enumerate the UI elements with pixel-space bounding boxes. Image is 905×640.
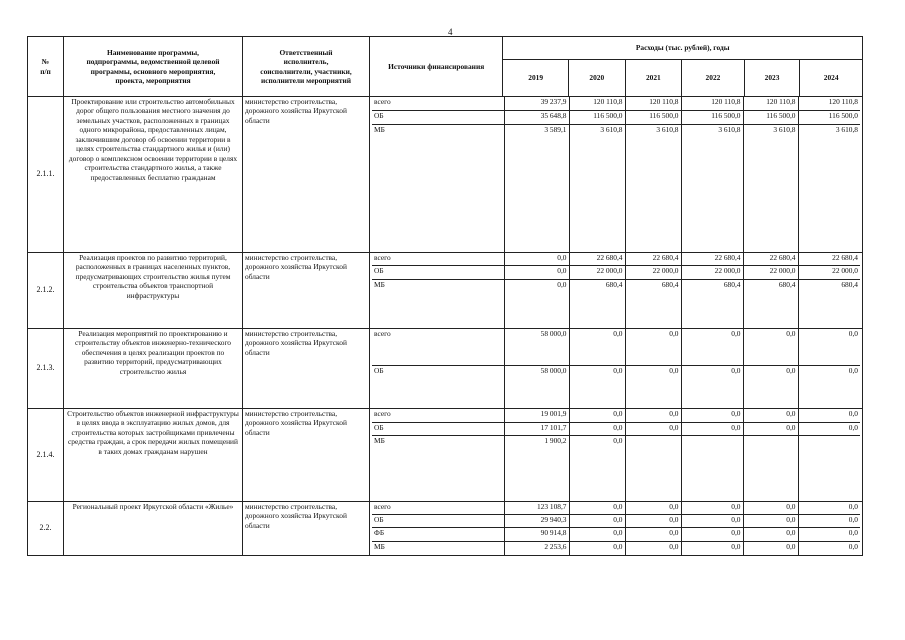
funding-row (372, 366, 860, 409)
item-responsible: министерство строительства, дорожного хозяйства Иркутской области (243, 502, 370, 556)
expense-value (743, 436, 798, 502)
funding-block (370, 253, 863, 329)
item-name: Проектирование или строительство автомобильных дорог общего пользования местного значения до земельных участков, расположенных в границах одного микрорайона, предоставленных лицам, заключившим договор об освоении территории в целях строительства стандартного жилья и (или) договор о комплексном освоении территории в целях строительства стандартного жилья, а также предоставленных бесплатно гражданам (64, 97, 243, 253)
table-row (28, 97, 863, 253)
expense-value: 3 589,1 (504, 125, 569, 253)
item-name: Реализация мероприятий по проектированию и строительству объектов инженерно-технического обеспечения в целях реализации проектов по развитию территорий, предусматривающих строительство жилья (64, 329, 243, 409)
expense-value: 22 680,4 (625, 253, 681, 266)
table-row (28, 253, 863, 329)
item-responsible: министерство строительства, дорожного хозяйства Иркутской области (243, 97, 370, 253)
funding-source: ОБ (372, 111, 504, 125)
item-number: 2.1.4. (28, 409, 64, 502)
expense-value: 58 000,0 (504, 329, 569, 366)
expense-value: 0,0 (569, 542, 625, 556)
header-year: 2020 (569, 60, 626, 97)
funding-row (372, 97, 860, 111)
expense-value: 120 110,8 (798, 97, 860, 111)
expense-value: 0,0 (569, 528, 625, 542)
header-name: Наименование программы, подпрограммы, ведомственной целевой программы, основного мероприятия, проекта, мероприятия (64, 37, 243, 97)
funding-source: всего (372, 97, 504, 111)
expense-value: 22 000,0 (569, 266, 625, 280)
item-responsible: министерство строительства, дорожного хозяйства Иркутской области (243, 253, 370, 329)
expense-value: 0,0 (625, 329, 681, 366)
funding-source: ОБ (372, 266, 504, 280)
funding-source: всего (372, 502, 504, 515)
expense-value: 17 101,7 (504, 423, 569, 436)
expense-value: 0,0 (681, 329, 743, 366)
expense-value: 116 500,0 (798, 111, 860, 125)
expense-value: 0,0 (569, 329, 625, 366)
page-number: 4 (448, 27, 453, 37)
expense-value: 0,0 (625, 502, 681, 515)
expense-value: 0,0 (625, 409, 681, 423)
funding-block (370, 97, 863, 253)
expense-value: 0,0 (681, 542, 743, 556)
funding-row (372, 423, 860, 436)
expenses-table (27, 36, 863, 556)
item-responsible: министерство строительства, дорожного хозяйства Иркутской области (243, 329, 370, 409)
expense-value: 3 610,8 (798, 125, 860, 253)
header-expenses: Расходы (тыс. рублей), годы (503, 37, 863, 60)
funding-source: МБ (372, 542, 504, 556)
funding-row (372, 409, 860, 423)
funding-source: МБ (372, 280, 504, 329)
expense-value: 0,0 (569, 502, 625, 515)
header-year: 2019 (503, 60, 569, 97)
expense-value: 2 253,6 (504, 542, 569, 556)
expense-value: 0,0 (798, 329, 860, 366)
item-name: Региональный проект Иркутской области «Жилье» (64, 502, 243, 556)
item-number: 2.1.2. (28, 253, 64, 329)
expense-value: 0,0 (569, 423, 625, 436)
item-number: 2.1.1. (28, 97, 64, 253)
table-row (28, 502, 863, 556)
expense-value: 0,0 (743, 515, 798, 528)
expense-value: 3 610,8 (625, 125, 681, 253)
expense-value: 3 610,8 (569, 125, 625, 253)
expense-value: 0,0 (798, 409, 860, 423)
funding-block (370, 409, 863, 502)
expense-value: 0,0 (681, 528, 743, 542)
expense-value: 120 110,8 (569, 97, 625, 111)
expense-value: 0,0 (504, 253, 569, 266)
expense-value: 0,0 (504, 266, 569, 280)
expense-value: 22 000,0 (681, 266, 743, 280)
expense-value: 0,0 (569, 366, 625, 409)
funding-source: всего (372, 329, 504, 366)
expense-value: 19 001,9 (504, 409, 569, 423)
expense-value: 22 680,4 (681, 253, 743, 266)
expense-value: 0,0 (504, 280, 569, 329)
expense-value: 0,0 (681, 515, 743, 528)
expense-value: 0,0 (625, 528, 681, 542)
expense-value: 22 680,4 (569, 253, 625, 266)
funding-row (372, 528, 860, 542)
expense-value: 0,0 (743, 542, 798, 556)
expense-value: 123 108,7 (504, 502, 569, 515)
table-row (28, 329, 863, 409)
funding-row (372, 266, 860, 280)
funding-row (372, 329, 860, 366)
funding-source: ФБ (372, 528, 504, 542)
funding-row (372, 502, 860, 515)
item-name: Реализация проектов по развитию территорий, расположенных в границах населенных пунктов, предусматривающих строительство жилья путем строительства объектов транспортной инфраструктуры (64, 253, 243, 329)
expense-value: 116 500,0 (681, 111, 743, 125)
expense-value: 22 000,0 (743, 266, 798, 280)
expense-value: 0,0 (798, 528, 860, 542)
header-year: 2022 (682, 60, 745, 97)
expense-value: 0,0 (798, 423, 860, 436)
expense-value: 116 500,0 (743, 111, 798, 125)
expense-value (681, 436, 743, 502)
expense-value: 120 110,8 (681, 97, 743, 111)
expense-value: 0,0 (625, 366, 681, 409)
expense-value: 0,0 (798, 542, 860, 556)
expense-value: 0,0 (625, 542, 681, 556)
header-sources: Источники финансирования (370, 37, 503, 97)
header-responsible: Ответственный исполнитель, соисполнители, участники, исполнители мероприятий (243, 37, 370, 97)
expense-value: 22 680,4 (798, 253, 860, 266)
funding-source: всего (372, 409, 504, 423)
expense-value: 90 914,8 (504, 528, 569, 542)
expense-value: 0,0 (798, 366, 860, 409)
expense-value: 22 000,0 (625, 266, 681, 280)
expense-value: 680,4 (569, 280, 625, 329)
table-row (28, 409, 863, 502)
header-number: № п/п (28, 37, 64, 97)
item-name: Строительство объектов инженерной инфраструктуры в целях ввода в эксплуатацию жилых домов, для строительства которых застройщиками привлечены средства граждан, а срок передачи жилых помещений в таких домах гражданам нарушен (64, 409, 243, 502)
funding-source: ОБ (372, 366, 504, 409)
expense-value: 35 648,8 (504, 111, 569, 125)
expense-value: 0,0 (681, 366, 743, 409)
expense-value (625, 436, 681, 502)
expense-value (798, 436, 860, 502)
expense-value: 3 610,8 (743, 125, 798, 253)
expense-value: 39 237,9 (504, 97, 569, 111)
expense-value: 58 000,0 (504, 366, 569, 409)
header-year: 2024 (800, 60, 863, 97)
expense-value: 0,0 (569, 436, 625, 502)
funding-source: ОБ (372, 423, 504, 436)
expense-value: 120 110,8 (743, 97, 798, 111)
expense-value: 0,0 (743, 423, 798, 436)
expense-value: 0,0 (743, 528, 798, 542)
funding-row (372, 111, 860, 125)
header-year: 2021 (625, 60, 682, 97)
funding-row (372, 542, 860, 556)
expense-value: 0,0 (681, 502, 743, 515)
expense-value: 22 000,0 (798, 266, 860, 280)
item-responsible: министерство строительства, дорожного хозяйства Иркутской области (243, 409, 370, 502)
funding-row (372, 515, 860, 528)
expense-value: 0,0 (625, 423, 681, 436)
expense-value: 680,4 (625, 280, 681, 329)
expense-value: 0,0 (798, 515, 860, 528)
expense-value: 1 900,2 (504, 436, 569, 502)
expense-value: 0,0 (625, 515, 681, 528)
expense-value: 22 680,4 (743, 253, 798, 266)
funding-block (370, 329, 863, 409)
funding-row (372, 436, 860, 502)
expense-value: 0,0 (569, 409, 625, 423)
funding-source: всего (372, 253, 504, 266)
funding-source: ОБ (372, 515, 504, 528)
expense-value: 0,0 (743, 329, 798, 366)
funding-row (372, 125, 860, 253)
expense-value: 0,0 (743, 409, 798, 423)
expense-value: 0,0 (743, 366, 798, 409)
expense-value: 116 500,0 (625, 111, 681, 125)
funding-row (372, 280, 860, 329)
expense-value: 680,4 (681, 280, 743, 329)
item-number: 2.1.3. (28, 329, 64, 409)
funding-block (370, 502, 863, 556)
expense-value: 0,0 (743, 502, 798, 515)
expense-value: 0,0 (681, 409, 743, 423)
funding-source: МБ (372, 125, 504, 253)
expense-value: 116 500,0 (569, 111, 625, 125)
expense-value: 0,0 (681, 423, 743, 436)
item-number: 2.2. (28, 502, 64, 556)
expense-value: 680,4 (798, 280, 860, 329)
expense-value: 3 610,8 (681, 125, 743, 253)
expense-value: 120 110,8 (625, 97, 681, 111)
funding-source: МБ (372, 436, 504, 502)
funding-row (372, 253, 860, 266)
expense-value: 0,0 (798, 502, 860, 515)
expense-value: 680,4 (743, 280, 798, 329)
expense-value: 29 940,3 (504, 515, 569, 528)
expense-value: 0,0 (569, 515, 625, 528)
header-year: 2023 (744, 60, 800, 97)
